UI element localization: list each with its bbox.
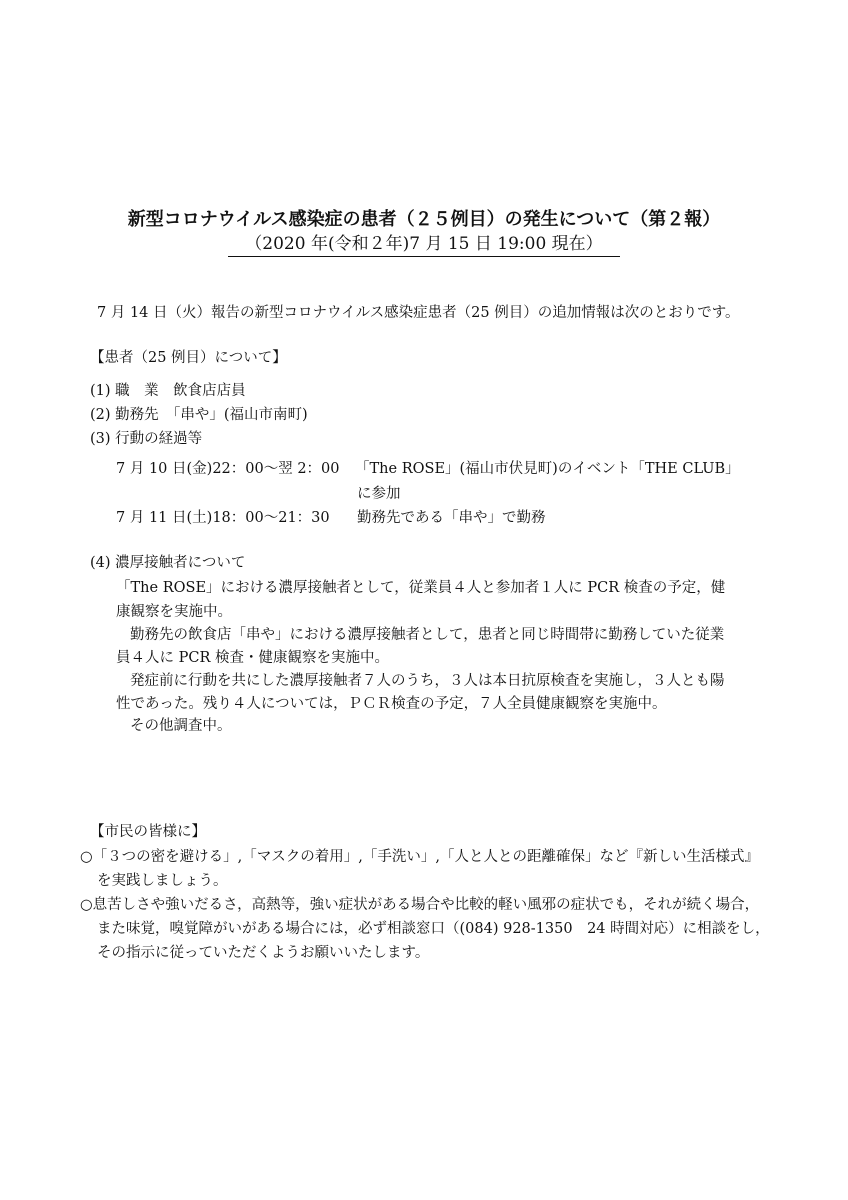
activity-description: 「The ROSE」(福山市伏見町)のイベント「THE CLUB」 <box>355 461 740 477</box>
contacts-paragraph-continued: 性であった。残り４人については，ＰＣＲ検査の予定，７人全員健康観察を実施中。 <box>116 696 667 712</box>
contacts-paragraph-continued: 康観察を実施中。 <box>116 604 232 620</box>
patient-section-heading: 【患者（25 例目）について】 <box>90 350 287 366</box>
patient-workplace: (2) 勤務先 「串や」(福山市南町) <box>90 407 308 423</box>
citizens-item: ○息苦しさや強いだるさ，高熱等，強い症状がある場合や比較的軽い風邪の症状でも，それが続く場合， <box>80 897 760 913</box>
citizens-section-heading: 【市民の皆様に】 <box>90 824 206 840</box>
contacts-paragraph: 発症前に行動を共にした濃厚接触者７人のうち，３人は本日抗原検査を実施し，３人とも陽 <box>130 673 725 689</box>
activity-time: 7 月 10 日(金)22：00～翌 2：00 <box>116 461 340 477</box>
patient-occupation: (1) 職 業 飲食店店員 <box>90 383 246 399</box>
contacts-heading: (4) 濃厚接触者について <box>90 555 246 571</box>
document-subtitle: （2020 年(令和２年)7 月 15 日 19:00 現在） <box>245 234 603 254</box>
contacts-paragraph-continued: 員４人に PCR 検査・健康観察を実施中。 <box>116 650 389 666</box>
activity-heading: (3) 行動の経過等 <box>90 431 203 447</box>
activity-description: 勤務先である「串や」で勤務 <box>357 510 546 526</box>
intro-text: 7 月 14 日（火）報告の新型コロナウイルス感染症患者（25 例目）の追加情報は次のとおりです。 <box>97 305 740 321</box>
activity-time: 7 月 11 日(土)18：00～21：30 <box>116 510 330 526</box>
activity-description-continued: に参加 <box>357 486 401 502</box>
contacts-paragraph: 「The ROSE」における濃厚接触者として，従業員４人と参加者１人に PCR 検査の予定，健 <box>116 580 726 596</box>
citizens-item-continued: を実践しましょう。 <box>97 873 228 889</box>
citizens-item-continued: また味覚，嗅覚障がいがある場合には，必ず相談窓口（(084) 928-1350 24 時間対応）に相談をし， <box>97 921 770 937</box>
contacts-paragraph: その他調査中。 <box>130 718 232 734</box>
citizens-item-continued: その指示に従っていただくようお願いいたします。 <box>97 945 430 961</box>
citizens-item: ○「３つの密を避ける」,「マスクの着用」,「手洗い」,「人と人との距離確保」など『新しい生活様式』 <box>80 849 759 865</box>
contacts-paragraph: 勤務先の飲食店「串や」における濃厚接触者として，患者と同じ時間帯に勤務していた従業 <box>130 627 725 643</box>
document-title: 新型コロナウイルス感染症の患者（２５例目）の発生について（第２報） <box>127 209 721 230</box>
subtitle-underline <box>228 256 620 257</box>
